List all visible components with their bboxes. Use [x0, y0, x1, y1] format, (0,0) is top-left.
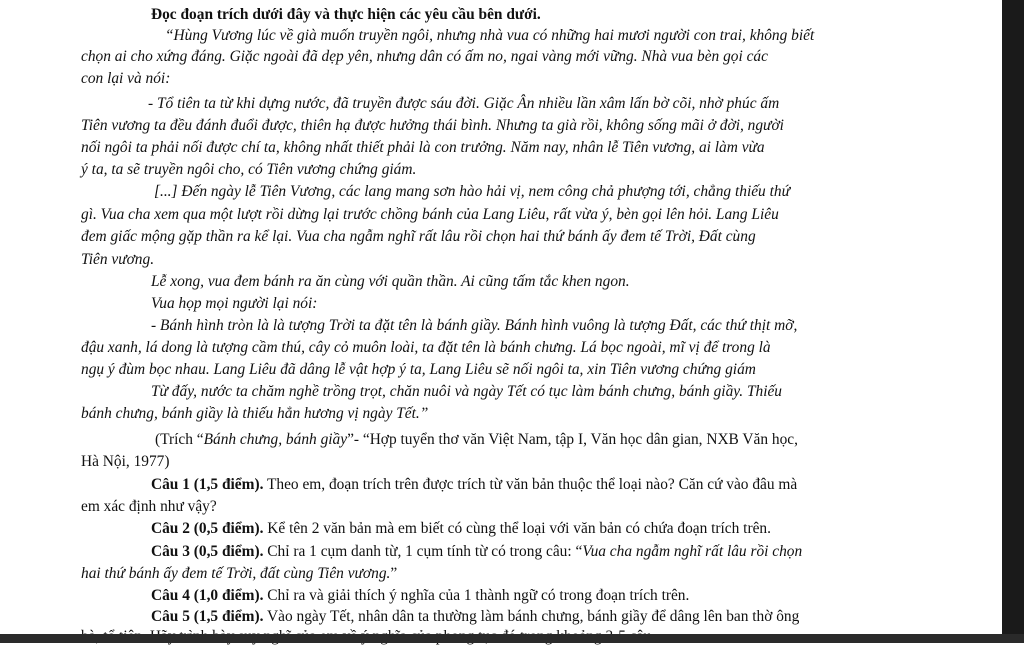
text-line: [...] Đến ngày lễ Tiên Vương, các lang mang sơn hào hải vị, nem công chả phượng tới, chẳng thiếu thứ — [154, 183, 790, 200]
question-1: Câu 1 (1,5 điểm). Theo em, đoạn trích trên được trích từ văn bản thuộc thể loại nào? Căn cứ vào đâu mà — [151, 476, 798, 493]
citation: (Trích “Bánh chưng, bánh giầy”- “Hợp tuyển thơ văn Việt Nam, tập I, Văn học dân gian, NXB Văn học, — [155, 431, 798, 448]
text-line: con lại và nói: — [81, 70, 171, 87]
question-3: Câu 3 (0,5 điểm). Chỉ ra 1 cụm danh từ, 1 cụm tính từ có trong câu: “Vua cha ngẫm nghĩ rất lâu rồi chọn — [151, 543, 803, 560]
citation-title: Bánh chưng, bánh giầy — [203, 431, 348, 448]
heading: Đọc đoạn trích dưới đây và thực hiện các yêu cầu bên dưới. — [151, 6, 541, 23]
text-line: bánh chưng, bánh giầy là thiếu hẳn hương vị ngày Tết.” — [81, 405, 429, 422]
question-1-label: Câu 1 (1,5 điểm). — [151, 476, 264, 493]
text-line: đậu xanh, lá dong là tượng cầm thú, cây cỏ muôn loài, ta đặt tên là bánh chưng. Lá bọc ngoài, mĩ vị để trong là — [81, 339, 771, 356]
text-line: - Bánh hình tròn là là tượng Trời ta đặt tên là bánh giầy. Bánh hình vuông là tượng Đất, các thứ thịt mỡ, — [151, 317, 798, 334]
citation-line-2: Hà Nội, 1977) — [81, 453, 170, 470]
question-3-label: Câu 3 (0,5 điểm). — [151, 543, 264, 560]
question-3-line-2: hai thứ bánh ấy đem tế Trời, đất cùng Tiên vương.” — [81, 565, 398, 582]
question-5: Câu 5 (1,5 điểm). Vào ngày Tết, nhân dân ta thường làm bánh chưng, bánh giầy để dâng lên ban thờ ông — [151, 608, 800, 625]
text-line: Tiên vương. — [81, 251, 155, 268]
text-line: Vua họp mọi người lại nói: — [151, 295, 318, 312]
question-5-label: Câu 5 (1,5 điểm). — [151, 608, 264, 625]
text-line: nối ngôi ta phải nối được chí ta, không nhất thiết phải là con trưởng. Năm nay, nhân lễ Tiên vương, ai làm vừa — [81, 139, 765, 156]
text-line: “Hùng Vương lúc về già muốn truyền ngôi, nhưng nhà vua có những hai mươi người con trai, không biết — [165, 27, 815, 44]
question-4: Câu 4 (1,0 điểm). Chỉ ra và giải thích ý nghĩa của 1 thành ngữ có trong đoạn trích trên. — [151, 587, 690, 604]
text-line: ý ta, ta sẽ truyền ngôi cho, có Tiên vương chứng giám. — [81, 161, 417, 178]
question-2: Câu 2 (0,5 điểm). Kể tên 2 văn bản mà em biết có cùng thể loại với văn bản có chứa đoạn trích trên. — [151, 520, 771, 537]
window-edge-bottom — [0, 634, 1024, 643]
text-line: đem giấc mộng gặp thần ra kể lại. Vua cha ngẫm nghĩ rất lâu rồi chọn hai thứ bánh ấy đem tế Trời, Đất cùng — [81, 228, 756, 245]
text-line: chọn ai cho xứng đáng. Giặc ngoài đã dẹp yên, nhưng dân có ấm no, ngai vàng mới vững. Nhà vua bèn gọi các — [81, 48, 768, 65]
window-edge-right — [1002, 0, 1024, 643]
question-2-label: Câu 2 (0,5 điểm). — [151, 520, 264, 537]
text-line: Tiên vương ta đều đánh đuổi được, thiên hạ được hưởng thái bình. Nhưng ta già rồi, không sống mãi ở đời, người — [81, 117, 784, 134]
text-line: Từ đấy, nước ta chăm nghề trồng trọt, chăn nuôi và ngày Tết có tục làm bánh chưng, bánh giầy. Thiếu — [151, 383, 782, 400]
text-line: gì. Vua cha xem qua một lượt rồi dừng lại trước chồng bánh của Lang Liêu, rất vừa ý, bèn gọi lên hỏi. Lang Liêu — [81, 206, 779, 223]
text-line: ngụ ý đùm bọc nhau. Lang Liêu đã dâng lễ vật hợp ý ta, Lang Liêu sẽ nối ngôi ta, xin Tiên vương chứng giám — [81, 361, 756, 378]
question-1-line-2: em xác định như vậy? — [81, 498, 217, 515]
text-line: - Tổ tiên ta từ khi dựng nước, đã truyền được sáu đời. Giặc Ân nhiều lần xâm lấn bờ cõi, nhờ phúc ấm — [148, 95, 780, 112]
question-4-label: Câu 4 (1,0 điểm). — [151, 587, 264, 604]
text-line: Lễ xong, vua đem bánh ra ăn cùng với quần thần. Ai cũng tấm tắc khen ngon. — [151, 273, 630, 290]
